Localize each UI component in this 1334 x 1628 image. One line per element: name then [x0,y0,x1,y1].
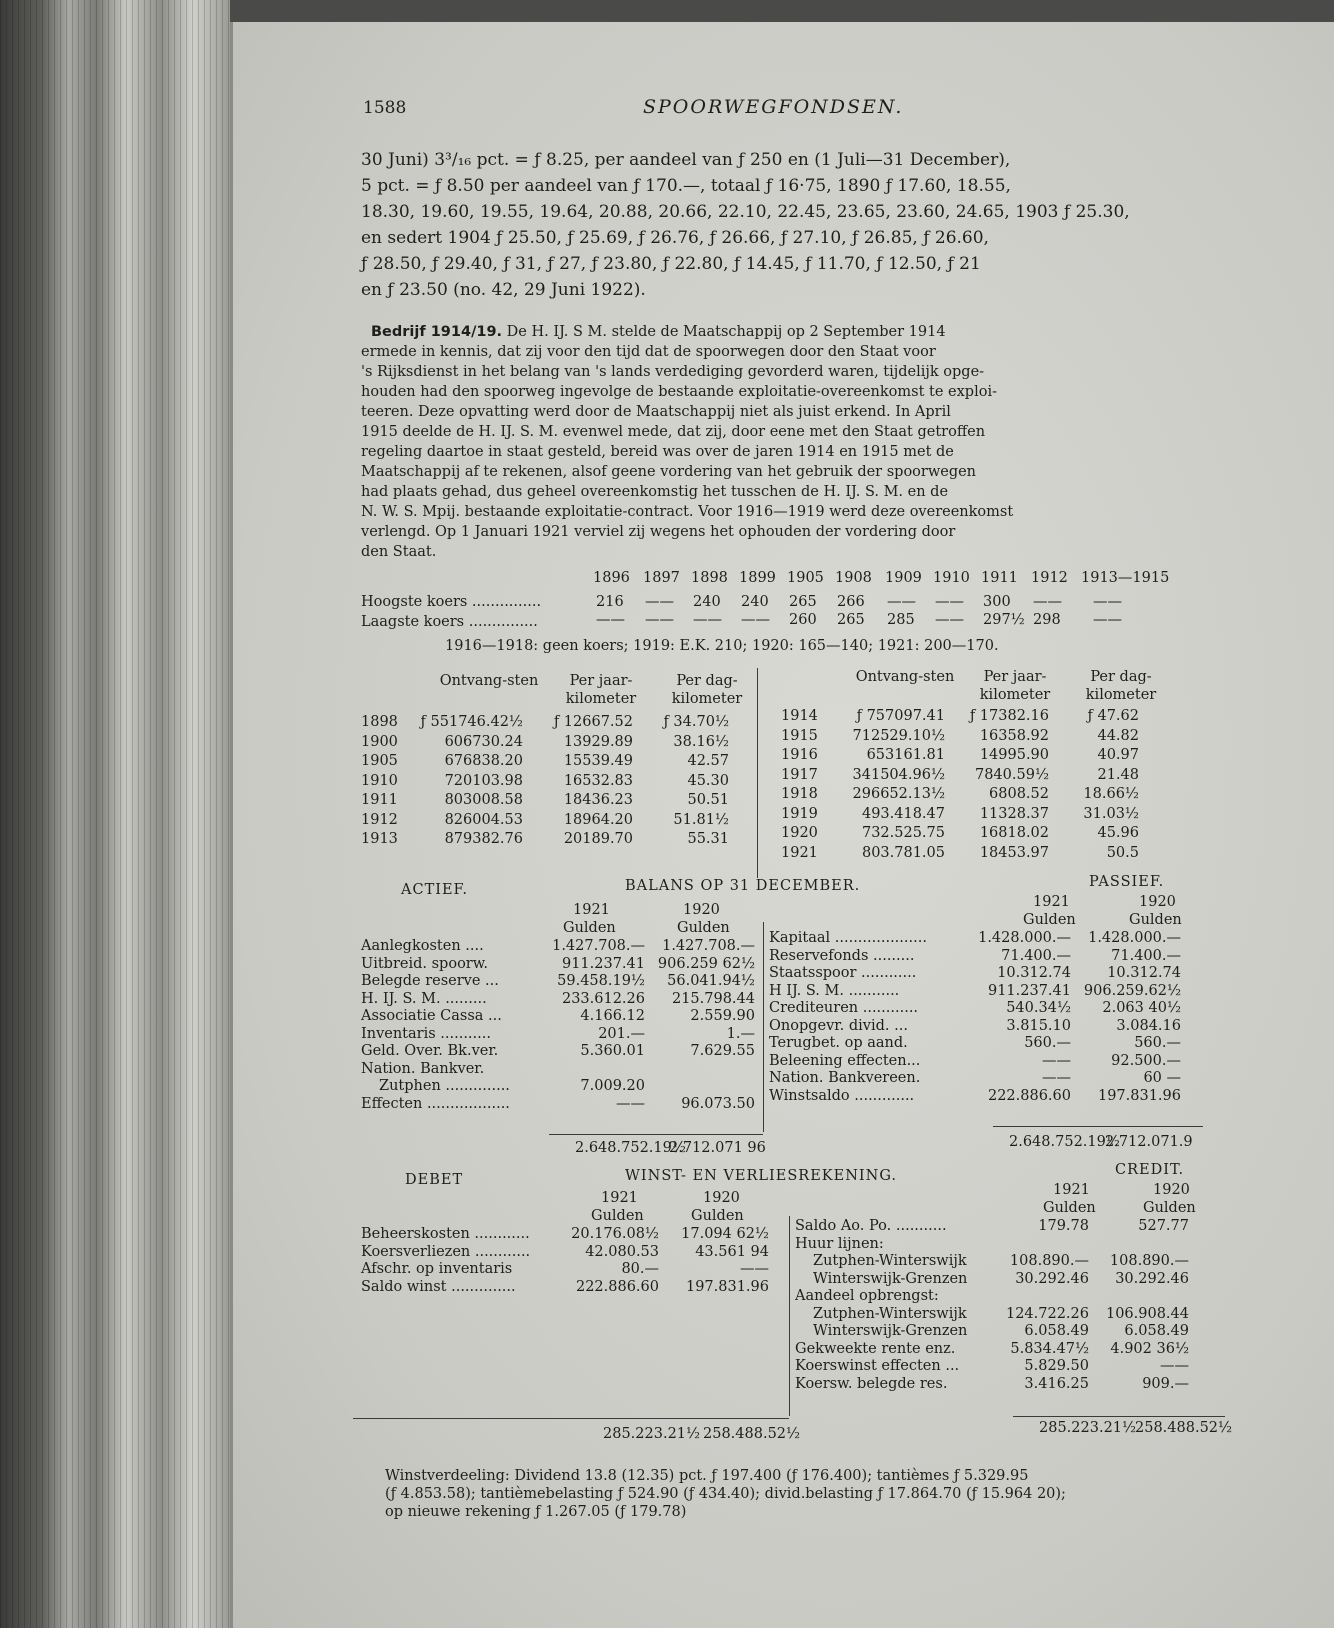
actief-label: ACTIEF. [401,882,468,898]
actief-item-label: Inventaris ........... [361,1025,491,1042]
passief-item-1920: 71.400.— [1111,947,1181,964]
debet-item-label: Saldo winst .............. [361,1278,516,1295]
credit-item-1920: 6.058.49 [1124,1323,1189,1339]
credit-item-label: Winterswijk-Grenzen [813,1270,968,1287]
koers-year: 1898 [691,570,728,586]
passief-item-1920: 10.312.74 [1107,965,1181,981]
koers-year: 1899 [739,570,776,586]
actief-item-1920: 906.259 62½ [657,955,755,972]
intro-line: en ƒ 23.50 (no. 42, 29 Juni 1922). [361,280,646,300]
ontv-per-dag-km: 44.82 [1097,727,1139,744]
koers-note: 1916—1918: geen koers; 1919: E.K. 210; 1920: 165—140; 1921: 200—170. [445,638,999,654]
ontv-amount: 712529.10½ [852,727,945,744]
credit-item-1921: 6.058.49 [1024,1323,1089,1339]
intro-line: 18.30, 19.60, 19.55, 19.64, 20.88, 20.66, 22.10, 22.45, 23.65, 23.60, 24.65, 1903 ƒ 25.30, [361,202,1130,222]
ontv-amount: 803.781.05 [861,844,945,861]
passief-item-1921: 1.428.000.— [978,930,1071,946]
actief-item-1921: 4.166.12 [580,1008,645,1024]
actief-item-1921: 233.612.26 [561,990,645,1007]
year-1921: 1921 [1033,894,1070,910]
totaal-passief-1920: 2.712.071.9 [1105,1134,1193,1150]
header-ontvangsten: Ontvang-sten [855,669,955,685]
ontv-amount: 826004.53 [444,811,523,828]
intro-line: 30 Juni) 3³/₁₆ pct. = ƒ 8.25, per aandeel van ƒ 250 en (1 Juli—31 December), [361,150,1011,170]
passief-item-1921: 3.815.10 [1006,1017,1071,1034]
ontv-amount: ƒ 551746.42½ [420,714,523,730]
bedrijf-first-line [371,324,946,340]
actief-item-1920: 2.559.90 [690,1008,755,1024]
header-per-dag-km: Per dag-kilometer [1085,669,1157,703]
laagste-value: 260 [789,612,817,628]
hoogste-value: 266 [837,594,865,610]
ontv-per-dag-km: 50.5 [1106,844,1139,861]
laagste-value: —— [1093,612,1122,628]
actief-item-1921: 1.427.708.— [552,938,645,954]
ontv-per-jaar-km: 16358.92 [979,727,1049,744]
credit-item-1920: 30.292.46 [1115,1270,1189,1287]
totaal-actief-1921: 2.648.752.19½ [575,1140,686,1156]
passief-item-1920: 1.428.000.— [1088,930,1181,946]
debet-item-1921: 20.176.08½ [571,1226,659,1242]
ontv-per-jaar-km: 18964.20 [563,811,633,828]
ontv-per-jaar-km: 15539.49 [563,753,633,769]
unit-gulden: Gulden [1143,1200,1196,1216]
intro-line: ƒ 28.50, ƒ 29.40, ƒ 31, ƒ 27, ƒ 23.80, ƒ 22.80, ƒ 14.45, ƒ 11.70, ƒ 12.50, ƒ 21 [361,254,981,274]
passief-item-1920: 2.063 40½ [1102,1000,1181,1016]
totaal-passief-1921: 2.648.752.19½ [1009,1134,1120,1150]
bedrijf-line: verlengd. Op 1 Januari 1921 verviel zij wegens het ophouden der vordering door [361,524,956,540]
laagste-value: 297½ [983,612,1025,628]
credit-item-1921: 124.722.26 [1005,1305,1089,1322]
actief-item-1920: 7.629.55 [690,1043,755,1059]
page-number: 1588 [363,98,407,118]
credit-item-1921: 5.834.47½ [1010,1340,1089,1357]
unit-gulden: Gulden [677,920,730,936]
passief-item-label: Nation. Bankvereen. [769,1070,921,1086]
hoogste-value: —— [1093,594,1122,610]
totaal-credit-1921: 285.223.21½ [1039,1420,1137,1436]
bedrijf-line: houden had den spoorweg ingevolge de bestaande exploitatie-overeenkomst te exploi- [361,384,997,400]
credit-item-1920: 106.908.44 [1105,1305,1189,1322]
year-1921: 1921 [1053,1182,1090,1198]
passief-item-1920: 3.084.16 [1116,1017,1181,1034]
ontv-amount: 879382.76 [444,831,523,847]
koers-year: 1897 [643,570,680,586]
actief-item-1921: 59.458.19½ [557,973,645,989]
ontv-year: 1915 [781,727,818,744]
intro-line: 5 pct. = ƒ 8.50 per aandeel van ƒ 170.—, totaal ƒ 16·75, 1890 ƒ 17.60, 18.55, [361,176,1011,196]
passief-item-label: Staatsspoor ............ [769,965,917,981]
ontv-per-jaar-km: 16532.83 [563,772,633,789]
passief-item-1921: —— [1042,1052,1071,1069]
totaal-debet-1921: 285.223.21½ [603,1426,701,1442]
passief-item-1921: 560.— [1024,1035,1071,1051]
ontv-year: 1914 [781,708,818,724]
actief-item-label: Belegde reserve ... [361,973,499,989]
credit-item-label: Zutphen-Winterswijk [813,1253,967,1269]
passief-item-label: Beleening effecten... [769,1052,921,1069]
unit-gulden: Gulden [1043,1200,1096,1216]
hoogste-value: —— [645,594,674,610]
credit-item-label: Koerswinst effecten ... [795,1358,960,1374]
actief-item-label: Effecten .................. [361,1095,510,1112]
bedrijf-line: regeling daartoe in staat gesteld, bereid was over de jaren 1914 en 1915 met de [361,444,954,460]
credit-label: CREDIT. [1115,1162,1185,1178]
credit-item-1921: 30.292.46 [1015,1270,1089,1287]
header-per-dag-km: Per dag-kilometer [671,673,743,707]
ontv-per-jaar-km: 6808.52 [989,786,1049,802]
credit-item-1920: —— [1160,1358,1189,1374]
unit-gulden: Gulden [691,1208,744,1224]
ontv-per-dag-km: 21.48 [1097,766,1139,783]
page-edges [0,0,230,1628]
laagste-label: Laagste koers ............... [361,614,538,630]
credit-item-label: Zutphen-Winterswijk [813,1305,967,1322]
debet-item-1920: 197.831.96 [685,1278,769,1295]
ontv-per-dag-km: 45.96 [1097,825,1139,841]
ontv-per-jaar-km: 18436.23 [563,792,633,808]
header-per-jaar-km: Per jaar-kilometer [979,669,1051,703]
credit-item-1921: 108.890.— [1009,1253,1089,1269]
credit-item-1920: 108.890.— [1109,1253,1189,1269]
ontv-amount: 676838.20 [444,753,523,769]
unit-gulden: Gulden [591,1208,644,1224]
ontv-amount: 720103.98 [444,772,523,789]
hoogste-value: —— [935,594,964,610]
actief-item-1921: 7.009.20 [580,1078,645,1094]
credit-item-label: Winterswijk-Grenzen [813,1323,968,1339]
ontv-per-jaar-km: 20189.70 [563,831,633,847]
totaal-debet-1920: 258.488.52½ [703,1426,801,1442]
passief-item-1921: —— [1042,1070,1071,1086]
laagste-value: 285 [887,612,915,628]
ontv-amount: 653161.81 [866,747,945,763]
debet-item-1920: 43.561 94 [695,1243,769,1260]
ontv-per-jaar-km: ƒ 12667.52 [553,714,633,730]
actief-item-label: Associatie Cassa ... [361,1008,502,1024]
ontv-per-jaar-km: 7840.59½ [974,766,1049,783]
passief-item-label: Winstsaldo ............. [769,1087,915,1104]
passief-item-1921: 911.237.41 [987,982,1071,999]
ontv-year: 1913 [361,831,398,847]
debet-item-1921: 80.— [621,1261,659,1277]
passief-label: PASSIEF. [1089,874,1165,890]
debet-item-label: Beheerskosten ............ [361,1226,530,1242]
passief-item-label: Crediteuren ............ [769,1000,919,1016]
hoogste-value: 240 [741,594,769,610]
ontv-per-dag-km: 51.81½ [673,811,729,828]
koers-year: 1912 [1031,570,1068,586]
bedrijf-line: Maatschappij af te rekenen, alsof geene vordering van het gebruik der spoorwegen [361,464,977,480]
ontv-per-dag-km: 18.66½ [1083,786,1139,802]
debet-item-1920: —— [740,1261,769,1277]
credit-item-label: Saldo Ao. Po. ........... [795,1218,947,1234]
ontv-per-dag-km: 45.30 [687,772,729,789]
year-1920: 1920 [1139,894,1176,910]
bedrijf-line: had plaats gehad, dus geheel overeenkomstig het tusschen de H. IJ. S. M. en de [361,484,949,500]
passief-item-1921: 71.400.— [1001,947,1071,964]
hoogste-value: —— [1033,594,1062,610]
bedrijf-line: den Staat. [361,544,437,560]
ontv-per-dag-km: 55.31 [687,831,729,847]
totaal-actief-1920: 2.712.071 96 [669,1140,766,1156]
book-page [230,22,1334,1628]
ontv-per-jaar-km: 11328.37 [979,805,1049,822]
koers-year: 1909 [885,570,922,586]
bedrijf-line: 's Rijksdienst in het belang van 's lands verdediging gevorderd waren, tijdelijk opge- [361,364,985,380]
bedrijf-line: ermede in kennis, dat zij voor den tijd dat de spoorwegen door den Staat voor [361,344,936,360]
actief-item-1921: —— [616,1095,645,1112]
koers-year: 1905 [787,570,824,586]
ontv-amount: 296652.13½ [852,786,945,802]
actief-item-1921: 911.237.41 [561,955,645,972]
credit-item-1921: 5.829.50 [1024,1358,1089,1374]
totaal-credit-1920: 258.488.52½ [1135,1420,1233,1436]
credit-item-label: Koersw. belegde res. [795,1375,948,1392]
winstverdeeling-line: (ƒ 4.853.58); tantièmebelasting ƒ 524.90 (ƒ 434.40); divid.belasting ƒ 17.864.70 (ƒ 15.964 20); [385,1486,1066,1502]
ontv-year: 1921 [781,844,818,861]
debet-item-label: Afschr. op inventaris [361,1261,513,1277]
laagste-value: —— [645,612,674,628]
passief-item-1921: 222.886.60 [987,1087,1071,1104]
unit-gulden: Gulden [1129,912,1182,928]
actief-item-1920: 96.073.50 [681,1095,755,1112]
laagste-value: —— [741,612,770,628]
bedrijf-first-line-text: De H. IJ. S M. stelde de Maatschappij op 2 September 1914 [506,324,946,340]
hoogste-value: 300 [983,594,1011,610]
ontv-year: 1920 [781,825,818,841]
ontv-amount: ƒ 757097.41 [856,708,945,724]
ontv-amount: 493.418.47 [861,805,945,822]
actief-item-1920: 1.427.708.— [662,938,755,954]
year-1921: 1921 [573,902,610,918]
ontv-amount: 606730.24 [444,733,523,750]
debet-item-1921: 42.080.53 [585,1243,659,1260]
credit-item-1921: 3.416.25 [1024,1375,1089,1392]
bedrijf-heading: Bedrijf 1914/19. [371,324,503,340]
ontv-year: 1918 [781,786,818,802]
ontv-amount: 803008.58 [444,792,523,808]
ontv-per-jaar-km: 18453.97 [979,844,1049,861]
actief-item-1920: 56.041.94½ [667,973,755,989]
year-1920: 1920 [683,902,720,918]
hoogste-value: 216 [596,594,624,610]
bedrijf-line: N. W. S. Mpij. bestaande exploitatie-contract. Voor 1916—1919 werd deze overeenkomst [361,504,1014,520]
ontv-per-dag-km: 31.03½ [1083,805,1139,822]
bedrijf-line: teeren. Deze opvatting werd door de Maatschappij niet als juist erkend. In April [361,404,951,420]
koers-year: 1911 [981,570,1018,586]
passief-item-label: H IJ. S. M. ........... [769,982,900,999]
laagste-value: —— [693,612,722,628]
ontv-per-dag-km: 38.16½ [673,733,729,750]
ontv-per-jaar-km: 16818.02 [979,825,1049,841]
laagste-value: —— [596,612,625,628]
passief-item-1920: 197.831.96 [1097,1087,1181,1104]
unit-gulden: Gulden [1023,912,1076,928]
winstverdeeling-line: op nieuwe rekening ƒ 1.267.05 (ƒ 179.78) [385,1504,687,1520]
credit-item-1920: 527.77 [1138,1218,1189,1234]
ontv-per-dag-km: 40.97 [1097,747,1139,763]
credit-item-1921: 179.78 [1038,1218,1089,1234]
year-1920: 1920 [1153,1182,1190,1198]
bedrijf-line: 1915 deelde de H. IJ. S. M. evenwel mede, dat zij, door eene met den Staat getroffen [361,424,986,440]
hoogste-value: 265 [789,594,817,610]
passief-item-1921: 10.312.74 [997,965,1071,981]
passief-item-label: Reservefonds ......... [769,947,915,964]
winst-title: WINST- EN VERLIESREKENING. [625,1168,897,1184]
debet-item-label: Koersverliezen ............ [361,1243,531,1260]
passief-item-1920: 92.500.— [1111,1052,1181,1069]
actief-item-1920: 215.798.44 [671,990,755,1007]
ontv-amount: 341504.96½ [852,766,945,783]
ontv-year: 1919 [781,805,818,822]
koers-year: 1910 [933,570,970,586]
actief-item-label: Nation. Bankver. [361,1060,485,1077]
actief-item-label: Zutphen .............. [379,1078,510,1094]
ontv-per-jaar-km: 13929.89 [563,733,633,750]
actief-item-label: H. IJ. S. M. ......... [361,990,487,1007]
ontv-year: 1900 [361,733,398,750]
intro-line: en sedert 1904 ƒ 25.50, ƒ 25.69, ƒ 26.76, ƒ 26.66, ƒ 27.10, ƒ 26.85, ƒ 26.60, [361,228,989,248]
actief-item-1921: 201.— [598,1025,645,1042]
passief-item-label: Kapitaal .................... [769,930,927,946]
hoogste-value: 240 [693,594,721,610]
passief-item-1921: 540.34½ [1006,1000,1071,1016]
passief-item-label: Terugbet. op aand. [769,1035,908,1051]
hoogste-label: Hoogste koers ............... [361,594,542,610]
actief-item-label: Uitbreid. spoorw. [361,955,489,972]
winstverdeeling-line: Winstverdeeling: Dividend 13.8 (12.35) pct. ƒ 197.400 (ƒ 176.400); tantièmes ƒ 5.329.95 [385,1468,1029,1484]
koers-year: 1913—1915 [1081,570,1170,586]
debet-label: DEBET [405,1172,464,1188]
ontv-per-jaar-km: ƒ 17382.16 [969,708,1049,724]
koers-year: 1908 [835,570,872,586]
ontv-per-dag-km: ƒ 34.70½ [663,714,729,730]
header-per-jaar-km: Per jaar-kilometer [565,673,637,707]
ontv-year: 1911 [361,792,398,808]
passief-item-1920: 560.— [1134,1035,1181,1051]
actief-item-1921: 5.360.01 [580,1043,645,1059]
hoogste-value: —— [887,594,916,610]
passief-item-1920: 60 — [1143,1070,1181,1086]
credit-item-label: Huur lijnen: [795,1235,884,1252]
debet-item-1921: 222.886.60 [575,1278,659,1295]
koers-year: 1896 [593,570,630,586]
ontv-year: 1917 [781,766,818,783]
credit-item-1920: 909.— [1142,1375,1189,1392]
ontv-year: 1912 [361,811,398,828]
header-ontvangsten: Ontvang-sten [439,673,539,689]
ontv-year: 1916 [781,747,818,763]
running-title: SPOORWEGFONDSEN. [643,96,904,118]
actief-item-1920: 1.— [726,1025,755,1042]
ontv-per-dag-km: ƒ 47.62 [1087,708,1139,724]
debet-item-1920: 17.094 62½ [681,1226,769,1242]
laagste-value: 298 [1033,612,1061,628]
balans-title: BALANS OP 31 DECEMBER. [625,878,861,894]
actief-item-label: Aanlegkosten .... [361,938,484,954]
passief-item-1920: 906.259.62½ [1083,982,1181,999]
year-1921: 1921 [601,1190,638,1206]
ontv-year: 1910 [361,772,398,789]
laagste-value: —— [935,612,964,628]
passief-item-label: Onopgevr. divid. ... [769,1017,908,1034]
credit-item-1920: 4.902 36½ [1110,1340,1189,1357]
laagste-value: 265 [837,612,865,628]
ontv-year: 1898 [361,714,398,730]
ontv-amount: 732.525.75 [861,825,945,841]
credit-item-label: Gekweekte rente enz. [795,1340,956,1357]
ontv-year: 1905 [361,753,398,769]
ontv-per-dag-km: 42.57 [687,753,729,769]
year-1920: 1920 [703,1190,740,1206]
credit-item-label: Aandeel opbrengst: [795,1288,939,1304]
actief-item-label: Geld. Over. Bk.ver. [361,1043,499,1059]
ontv-per-dag-km: 50.51 [687,792,729,808]
ontv-per-jaar-km: 14995.90 [979,747,1049,763]
unit-gulden: Gulden [563,920,616,936]
